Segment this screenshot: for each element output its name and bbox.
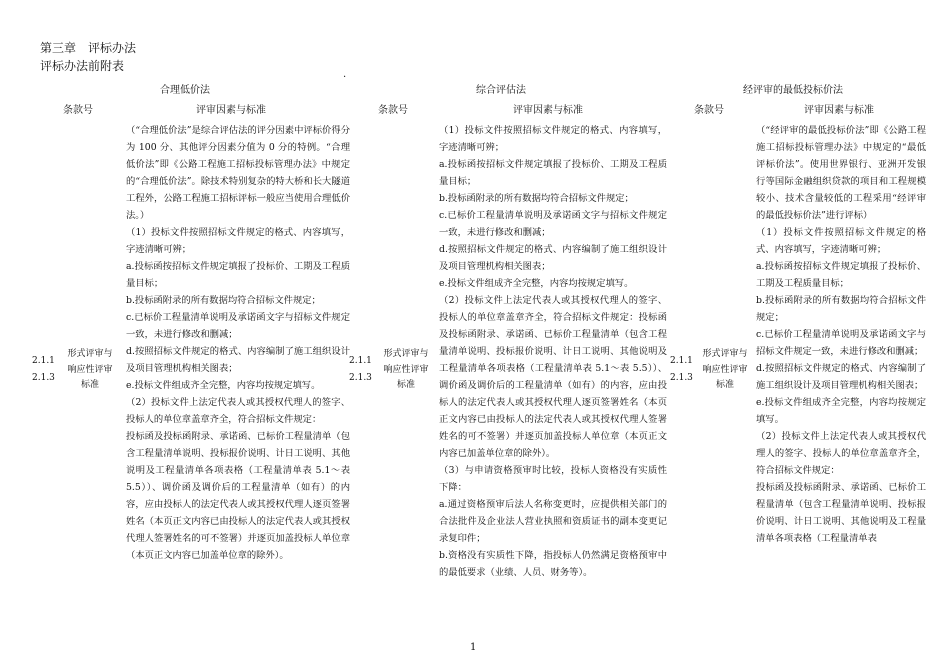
criteria-paragraph: 投标函及投标函附录、承诺函、已标价工程量清单（包含工程量清单说明、投标报价说明、计日工说明、其他说明及工程量清单各项表格（工程量清单表 5.1～表 5.5））、调价函及调价后的工程量清单（如有）的内容，应由投标人的法定代表人或其授权代理人逐页签署姓名（本页正文内容已由投标人的法定代表人或其授权代理人签署姓名的可不签署）并逐页加盖投标人单位章（本页正文内容已加盖单位章的除外）。: [126, 431, 350, 561]
criteria-paragraph: （“合理低价法”是综合评估法的评分因素中评标价得分为 100 分、其他评分因素分值为 0 分的特例。“合理低价法”即《公路工程施工招标投标管理办法》中规定的“合理低价法”。除技术特别复杂的特大桥和长大隧道工程外，公路工程施工招标评标一般应当使用合理低价法。）: [126, 125, 350, 221]
clause-type-line: 响应性评审: [67, 364, 113, 375]
criteria-paragraph: （1）投标文件按照招标文件规定的格式、内容填写，字迹清晰可辨；: [756, 227, 926, 255]
clause-number: 2.1.3: [349, 373, 372, 383]
clause-header: 条款号: [378, 105, 408, 116]
criteria-paragraph: a.通过资格预审后法人名称变更时，应提供相关部门的合法批件及企业法人营业执照和资质证书的副本变更记录复印件；: [439, 499, 667, 544]
clause-type-line: 响应性评审: [702, 364, 748, 375]
stray-dot: .: [343, 69, 347, 80]
criteria-paragraph: b.投标函附录的所有数据均符合招标文件规定；: [756, 295, 926, 323]
clause-number: 2.1.1: [349, 356, 372, 366]
criteria-paragraph: d.按照招标文件规定的格式、内容编制了施工组织设计及项目管理机构相关图表；: [126, 346, 350, 374]
criteria-paragraph: （2）投标文件上法定代表人或其授权代理人的签字、投标人的单位章盖章齐全，符合招标文件规定：: [126, 397, 350, 425]
criteria-text-col1: [126, 122, 350, 564]
criteria-header: 评审因素与标准: [196, 105, 266, 116]
criteria-paragraph: d.按照招标文件规定的格式、内容编制了施工组织设计及项目管理机构相关图表；: [439, 244, 667, 272]
criteria-paragraph: b.投标函附录的所有数据均符合招标文件规定；: [439, 193, 634, 204]
table-title: 评标办法前附表: [40, 59, 125, 73]
clause-type-line: 形式评审与: [702, 349, 748, 359]
clause-type-line: 标准: [396, 380, 415, 390]
criteria-paragraph: b.资格没有实质性下降，指投标人仍然满足资格预审中的最低要求（业绩、人员、财务等）。: [439, 550, 667, 578]
criteria-paragraph: e.投标文件组成齐全完整，内容均按规定填写。: [126, 380, 321, 391]
criteria-paragraph: d.按照招标文件规定的格式、内容编制了施工组织设计及项目管理机构相关图表；: [756, 363, 926, 391]
criteria-paragraph: a.投标函按招标文件规定填报了投标价、工期及工程质量目标；: [439, 159, 667, 187]
clause-type-line: 标准: [715, 380, 734, 390]
chapter-title: 第三章 评标办法: [40, 41, 137, 55]
criteria-paragraph: a.投标函按招标文件规定填报了投标价、工期及工程质量目标；: [126, 261, 350, 289]
criteria-paragraph: b.投标函附录的所有数据均符合招标文件规定；: [126, 295, 321, 306]
criteria-paragraph: a.投标函按招标文件规定填报了投标价、工期及工程质量目标；: [756, 261, 926, 289]
criteria-header: 评审因素与标准: [804, 105, 874, 116]
clause-number: 2.1.3: [32, 373, 55, 383]
clause-number: 2.1.1: [670, 356, 693, 366]
criteria-paragraph: （“经评审的最低投标价法”即《公路工程施工招标投标管理办法》中规定的“最低评标价法”。使用世界银行、亚洲开发银行等国际金融组织贷款的项目和工程规模较小、技术含量较低的工程采用“经评审的最低投标价法”进行评标）: [756, 125, 926, 221]
method-title-lowest-evaluated-price: 经评审的最低投标价法: [743, 85, 843, 96]
criteria-paragraph: c.已标价工程量清单说明及承诺函文字与招标文件规定一致，未进行修改和删减；: [126, 312, 350, 340]
clause-type-line: 形式评审与: [67, 349, 113, 359]
criteria-header: 评审因素与标准: [513, 105, 583, 116]
criteria-paragraph: （2）投标文件上法定代表人或其授权代理人的签字、投标人的单位章盖章齐全，符合招标文件规定：: [756, 431, 926, 476]
criteria-paragraph: 投标函及投标函附录、承诺函、已标价工程量清单（包含工程量清单说明、投标报价说明、计日工说明、其他说明及工程量清单各项表格（工程量清单表: [756, 482, 926, 544]
clause-type-line: 形式评审与: [383, 349, 429, 359]
criteria-paragraph: e.投标文件组成齐全完整，内容均按规定填写。: [439, 278, 634, 289]
criteria-text-col2: [439, 122, 667, 581]
page-number: 1: [470, 642, 477, 653]
clause-number: 2.1.3: [670, 373, 693, 383]
method-title-reasonable-low-price: 合理低价法: [160, 85, 210, 96]
clause-type-line: 标准: [80, 380, 99, 390]
criteria-text-col3: [756, 122, 926, 547]
clause-type-line: 响应性评审: [383, 364, 429, 375]
clause-number: 2.1.1: [32, 356, 55, 366]
criteria-paragraph: （3）与申请资格预审时比较，投标人资格没有实质性下降：: [439, 465, 667, 493]
clause-type: [64, 347, 116, 394]
clause-header: 条款号: [694, 105, 724, 116]
clause-type: [380, 347, 432, 394]
clause-header: 条款号: [63, 105, 93, 116]
criteria-paragraph: c.已标价工程量清单说明及承诺函文字与招标文件规定一致，未进行修改和删减；: [756, 329, 926, 357]
criteria-paragraph: （1）投标文件按照招标文件规定的格式、内容填写，字迹清晰可辨；: [126, 227, 350, 255]
criteria-paragraph: （2）投标文件上法定代表人或其授权代理人的签字、投标人的单位章盖章齐全，符合招标文件规定：投标函及投标函附录、承诺函、已标价工程量清单（包含工程量清单说明、投标报价说明、计日工说明、其他说明及工程量清单各项表格（工程量清单表 5.1～表 5.5））、调价函及调价后的工程量清单（如有）的内容，应由投标人的法定代表人或其授权代理人逐页签署姓名（本页正文内容已由投标人的法定代表人或其授权代理人签署姓名的可不签署）并逐页加盖投标人单位章（本页正文内容已加盖单位章的除外）。: [439, 295, 667, 459]
criteria-paragraph: （1）投标文件按照招标文件规定的格式、内容填写，字迹清晰可辨；: [439, 125, 667, 153]
criteria-paragraph: e.投标文件组成齐全完整，内容均按规定填写。: [756, 397, 926, 425]
criteria-paragraph: c.已标价工程量清单说明及承诺函文字与招标文件规定一致，未进行修改和删减；: [439, 210, 667, 238]
method-title-comprehensive: 综合评估法: [476, 85, 526, 96]
clause-type: [699, 347, 751, 394]
